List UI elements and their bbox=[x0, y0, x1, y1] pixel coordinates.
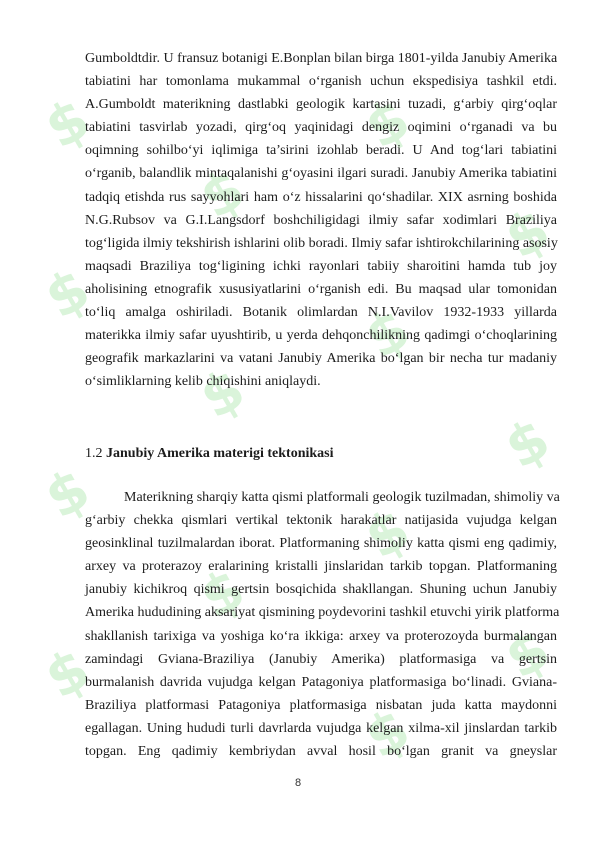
section-title: Janubiy Amerika materigi tektonikasi bbox=[106, 446, 334, 461]
text-line: geosinklinal tuzilmalardan iborat. Platformaning shimoliy katta qismi eng qadimiy, bbox=[85, 536, 557, 552]
text-line: egallagan. Uning hududi turli davrlarda vujudga kelgan xilma-xil jinslardan tarkib bbox=[85, 720, 557, 736]
text-line: maqsadi Braziliya tog‘ligining ichki rayonlari tabiiy sharoitini hamda tub joy bbox=[85, 258, 557, 274]
svg-text:$: $ bbox=[354, 696, 421, 773]
text-line: janubiy kichikroq qismi gertsin bosqichida shakllangan. Shuning uchun Janubiy bbox=[85, 582, 557, 598]
svg-text:$: $ bbox=[189, 156, 256, 233]
paragraph-1 bbox=[85, 47, 557, 393]
text-line: topgan. Eng qadimiy kembriydan avval hosil bo‘lgan granit va gneyslar bbox=[85, 744, 557, 760]
text-line: Gumboldtdir. U fransuz botanigi E.Bonplan bilan birga 1801-yilda Janubiy Amerika bbox=[85, 51, 558, 66]
section-heading bbox=[85, 444, 334, 464]
text-line: N.G.Rubsov va G.I.Langsdorf boshchiligidagi ilmiy safar xodimlari Braziliya bbox=[85, 212, 557, 228]
text-line: g‘arbiy chekka qismlari vertikal tektonik harakatlar natijasida vujudga kelgan bbox=[85, 513, 557, 529]
text-line: materikka ilmiy safar uyushtirib, u yerda dehqonchilikning qadimgi o‘choqlarining bbox=[85, 328, 557, 344]
text-line: tabiatini tasvirlab yozadi, qirg‘oq yaqinidagi dengiz oqimini o‘rganadi va bu bbox=[85, 120, 557, 136]
svg-text:$: $ bbox=[34, 636, 101, 713]
paragraph-2 bbox=[85, 486, 560, 763]
svg-text:$: $ bbox=[354, 86, 421, 163]
text-line: burmalanish davrida vujudga kelgan Patagoniya platformasiga bo‘linadi. Gviana- bbox=[85, 674, 557, 690]
text-line: tabiatini har tomonlama mukammal o‘rganish uchun ekspedisiya tashkil etdi. bbox=[85, 74, 557, 90]
text-line: aholisining etnografik xususiyatlarini o‘rganish edi. Bu maqsad ular tomonidan bbox=[85, 281, 557, 297]
svg-text:$: $ bbox=[189, 556, 256, 633]
text-line: tog‘ligida ilmiy tekshirish ishlarini olib boradi. Ilmiy safar ishtirokchilarining asosiy bbox=[85, 235, 558, 251]
text-line: A.Gumboldt materikning dastlabki geologik kartasini tuzadi, g‘arbiy qirg‘oqlar bbox=[85, 97, 557, 113]
text-line: o‘rganib, balandlik mintaqalanishi g‘oyasini ilgari suradi. Janubiy Amerika tabiatini bbox=[85, 166, 557, 182]
svg-text:$: $ bbox=[494, 616, 561, 693]
text-line: Amerika hududining aksariyat qismining poydevorini tashkil etuvchi yirik platforma bbox=[85, 605, 560, 621]
text-line: arxey va proterazoy eralarining kristalli jinslaridan tarkib topgan. Platformaning bbox=[85, 559, 557, 575]
svg-text:$: $ bbox=[494, 196, 561, 273]
svg-text:$: $ bbox=[494, 406, 561, 483]
section-number: 1.2 bbox=[85, 446, 103, 461]
svg-text:$: $ bbox=[34, 456, 101, 533]
text-line: tadqiq etishda rus sayyohlari ham o‘z hissalarini qo‘shadilar. XIX asrning boshida bbox=[85, 189, 557, 205]
text-line: zamindagi Gviana-Braziliya (Janubiy Amerika) platformasiga va gertsin bbox=[85, 651, 557, 667]
text-line: to‘liq amalga oshiriladi. Botanik olimlardan N.I.Vavilov 1932-1933 yillarda bbox=[85, 305, 557, 321]
text-line: geografik markazlarini va vatani Janubiy Amerika bo‘lgan bir necha tur madaniy bbox=[85, 351, 557, 367]
svg-text:$: $ bbox=[189, 356, 256, 433]
svg-text:$: $ bbox=[354, 496, 421, 573]
text-line: o‘simliklarning kelib chiqishini aniqlaydi. bbox=[85, 374, 321, 390]
svg-text:$: $ bbox=[354, 296, 421, 373]
text-line: oqimning sohilbo‘yi iqlimiga ta’sirini izohlab beradi. U And tog‘lari tabiatini bbox=[85, 143, 557, 159]
text-line: Braziliya platformasi Patagoniya platformasiga nisbatan juda katta maydonni bbox=[85, 697, 557, 713]
text-line: Materikning sharqiy katta qismi platformali geologik tuzilmadan, shimoliy va bbox=[124, 490, 560, 505]
page-number: 8 bbox=[294, 777, 302, 789]
svg-text:$: $ bbox=[34, 256, 101, 333]
text-line: shakllanish tarixiga va yoshiga ko‘ra ikkiga: arxey va proterozoyda burmalangan bbox=[85, 628, 557, 644]
svg-text:$: $ bbox=[34, 86, 101, 163]
